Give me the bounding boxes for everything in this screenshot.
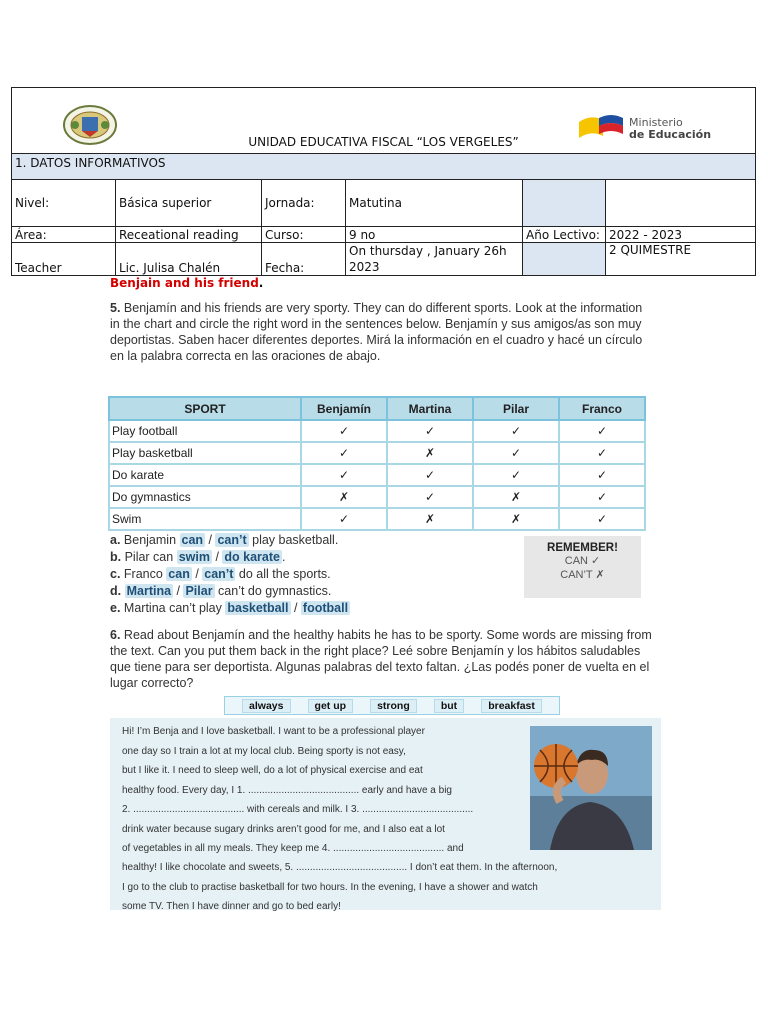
story-line: healthy food. Every day, I 1. ........................................ early and have a big	[122, 784, 452, 796]
exercise5-instructions	[110, 300, 650, 364]
anio-label: Año Lectivo:	[523, 227, 606, 243]
empty-cell	[606, 180, 756, 227]
story-line: 2. ........................................ with cereals and milk. I 3. ........................................	[122, 804, 474, 815]
boy-with-basketball-photo	[530, 726, 652, 850]
person-header: Pilar	[473, 397, 559, 420]
header-banner	[12, 88, 756, 154]
story-line: drink water because sugary drinks aren’t good for me, and I also eat a lot	[122, 823, 445, 835]
ability-mark: ✓	[301, 420, 387, 442]
exercise-number: 5.	[110, 301, 121, 315]
ability-mark: ✓	[473, 442, 559, 464]
sentence-text: .	[281, 550, 286, 564]
answer-option[interactable]: do karate	[224, 550, 280, 564]
ability-mark: ✓	[559, 464, 645, 486]
ability-mark: ✓	[387, 420, 473, 442]
answer-option[interactable]: can	[168, 567, 190, 581]
word-bank-item[interactable]: breakfast	[481, 699, 542, 713]
school-name: UNIDAD EDUCATIVA FISCAL “LOS VERGELES”	[248, 135, 519, 149]
option-separator: /	[173, 584, 184, 598]
sentences-list	[110, 532, 350, 617]
ability-mark: ✓	[301, 442, 387, 464]
story-text-continued	[122, 858, 658, 917]
curso-value: 9 no	[346, 227, 523, 243]
sport-name: Do gymnastics	[109, 486, 301, 508]
nivel-value: Básica superior	[116, 180, 262, 227]
story-line: but I like it. I need to sleep well, do a lot of physical exercise and eat	[122, 765, 423, 776]
sentence-letter: e.	[110, 601, 121, 615]
word-bank-item[interactable]: but	[434, 699, 464, 713]
table-row	[109, 420, 645, 442]
sentence-text: play basketball.	[248, 533, 339, 547]
story-line: some TV. Then I have dinner and go to bed early!	[122, 901, 341, 912]
ability-mark: ✓	[473, 420, 559, 442]
answer-option[interactable]: can’t	[217, 533, 247, 547]
option-separator: /	[211, 550, 223, 564]
option-separator: /	[290, 601, 301, 615]
area-value: Receational reading	[116, 227, 262, 243]
instruction-es: Benjamín y sus amigos/as son muy deportistas. Saben hacer diferentes deportes. Mirá la información en el cuadro y hacé un círculo en la palabra correcta en las oraciones de abajo.	[110, 317, 643, 363]
story-line: healthy! I like chocolate and sweets, 5. ........................................ I don’t eat them. In the afternoon,	[122, 862, 558, 873]
answer-option[interactable]: can’t	[204, 567, 234, 581]
teacher-label: Teacher	[12, 243, 116, 276]
sentence-letter: b.	[110, 550, 122, 564]
answer-option[interactable]: Martina	[126, 584, 172, 598]
word-bank-item[interactable]: get up	[308, 699, 354, 713]
story-panel	[110, 718, 661, 910]
person-header: Martina	[387, 397, 473, 420]
sport-name: Do karate	[109, 464, 301, 486]
answer-option[interactable]: football	[302, 601, 349, 615]
sentence-text: Pilar can	[121, 550, 177, 564]
sentence-text: Benjamin	[120, 533, 180, 547]
jornada-label: Jornada:	[262, 180, 346, 227]
remember-box	[524, 536, 641, 598]
sentence-text: Martina can’t play	[120, 601, 226, 615]
remember-cant: CAN’T ✗	[560, 569, 605, 581]
sentence-c	[110, 566, 350, 583]
instruction-en: Benjamín and his friends are very sporty. They can do different sports. Look at the information in the chart and circle the right word in the sentences below.	[110, 301, 643, 331]
story-line: one day so I train a lot at my local club. Being sporty is not easy,	[122, 745, 406, 757]
word-bank-item[interactable]: always	[242, 699, 290, 713]
ability-mark: ✓	[301, 464, 387, 486]
nivel-label: Nivel:	[12, 180, 116, 227]
sentence-text: Franco	[120, 567, 167, 581]
ministry-flag-icon	[579, 114, 625, 144]
ability-mark: ✓	[559, 508, 645, 530]
sentence-text: can’t do gymnastics.	[214, 584, 332, 598]
ability-mark: ✗	[473, 508, 559, 530]
instruction-es: Leé sobre Benjamín y los hábitos saludables que tiene para ser deportista. Algunas palabras del texto faltan. ¿Las podés poner de vuelta en el lugar correcto?	[110, 644, 650, 690]
ability-mark: ✗	[473, 486, 559, 508]
sport-name: Swim	[109, 508, 301, 530]
empty-cell	[523, 243, 606, 276]
answer-option[interactable]: basketball	[227, 601, 289, 615]
ministry-line2: de Educación	[629, 128, 712, 141]
jornada-value: Matutina	[346, 180, 523, 227]
ministry-name	[629, 117, 711, 141]
sentence-letter: c.	[110, 567, 121, 581]
curso-label: Curso:	[262, 227, 346, 243]
exercise-number: 6.	[110, 628, 121, 642]
ability-mark: ✓	[473, 464, 559, 486]
area-label: Área:	[12, 227, 116, 243]
empty-cell	[523, 180, 606, 227]
sentence-b	[110, 549, 350, 566]
answer-option[interactable]: swim	[178, 550, 210, 564]
sports-chart	[108, 396, 646, 531]
sport-name: Play basketball	[109, 442, 301, 464]
table-row	[109, 442, 645, 464]
ability-mark: ✓	[301, 508, 387, 530]
word-bank	[224, 696, 560, 715]
table-row	[109, 486, 645, 508]
worksheet-title: Benjain and his friend.	[110, 276, 264, 290]
answer-option[interactable]: Pilar	[185, 584, 213, 598]
ministry-line1: Ministerio	[629, 116, 683, 129]
instruction-en: Read about Benjamín and the healthy habits he has to be sporty. Some words are missing from the text. Can you put them back in the right place?	[110, 628, 652, 658]
story-text	[122, 722, 520, 859]
ability-mark: ✓	[559, 442, 645, 464]
title-text: Benjain and his friend	[110, 276, 259, 290]
info-table	[11, 87, 756, 276]
ability-mark: ✓	[387, 486, 473, 508]
ability-mark: ✗	[301, 486, 387, 508]
ability-mark: ✗	[387, 508, 473, 530]
word-bank-item[interactable]: strong	[370, 699, 417, 713]
sentence-letter: d.	[110, 584, 122, 598]
ministry-logo	[579, 114, 711, 144]
option-separator: /	[191, 567, 203, 581]
ability-mark: ✗	[387, 442, 473, 464]
exercise6-instructions	[110, 627, 655, 691]
ability-mark: ✓	[559, 486, 645, 508]
section-heading: 1. DATOS INFORMATIVOS	[12, 154, 756, 180]
story-line: of vegetables in all my meals. They keep me 4. ........................................ and	[122, 843, 464, 854]
table-row	[109, 464, 645, 486]
anio-value: 2022 - 2023	[606, 227, 756, 243]
story-line: Hi! I’m Benja and I love basketball. I want to be a professional player	[122, 726, 425, 737]
fecha-label: Fecha:	[262, 243, 346, 276]
table-row	[109, 508, 645, 530]
sport-name: Play football	[109, 420, 301, 442]
ability-mark: ✓	[559, 420, 645, 442]
quimestre: 2 QUIMESTRE	[606, 243, 756, 276]
sentence-e	[110, 600, 350, 617]
ability-mark: ✓	[387, 464, 473, 486]
sentence-a	[110, 532, 350, 549]
person-header: Franco	[559, 397, 645, 420]
story-line: I go to the club to practise basketball for two hours. In the evening, I have a shower and watch	[122, 881, 538, 893]
sport-header: SPORT	[109, 397, 301, 420]
fecha-value: On thursday , January 26h 2023	[346, 243, 523, 276]
person-header: Benjamín	[301, 397, 387, 420]
sentence-text: do all the sports.	[235, 567, 331, 581]
option-separator: /	[205, 533, 216, 547]
answer-option[interactable]: can	[181, 533, 204, 547]
teacher-value: Lic. Julisa Chalén	[116, 243, 262, 276]
sentence-d	[110, 583, 350, 600]
remember-title: REMEMBER!	[547, 542, 618, 554]
remember-can: CAN ✓	[564, 555, 601, 567]
sentence-letter: a.	[110, 533, 121, 547]
